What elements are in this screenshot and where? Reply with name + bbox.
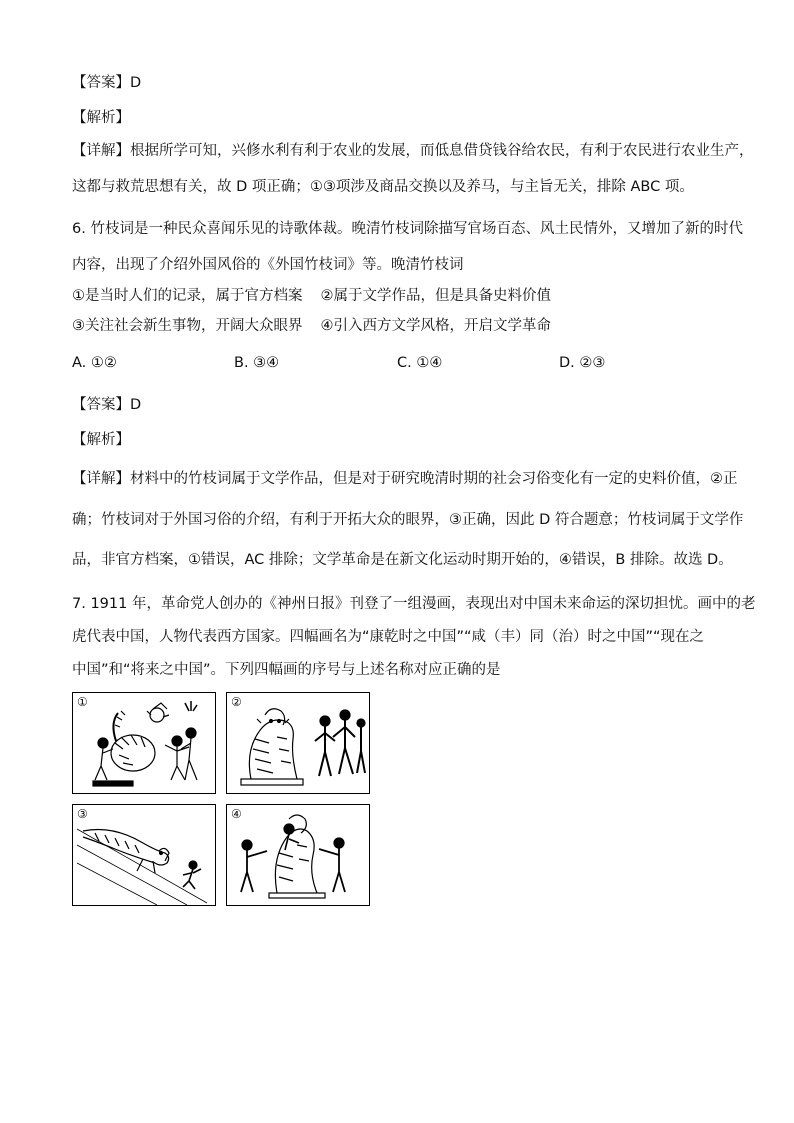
q6-analysis-heading: 【解析】: [72, 432, 130, 448]
q6-option-c: C. ①④: [397, 355, 443, 371]
q6-item-3-and-4: [72, 316, 551, 336]
q6-item-1-and-2: [72, 286, 551, 306]
q5-detail-line-1: 【详解】根据所学可知，兴修水利有利于农业的发展，而低息借贷钱谷给农民，有利于农民进行农业生产，: [72, 143, 754, 159]
q6-detail-line-3: 品，非官方档案，①错误，AC 排除；文学革命是在新文化运动时期开始的，④错误，B 排除。故选 D。: [72, 552, 733, 568]
tiger-wrestling-drawing: [73, 693, 215, 793]
q6-detail-line-1: 【详解】材料中的竹枝词属于文学作品，但是对于研究晚清时期的社会习俗变化有一定的史料价值，②正: [72, 471, 738, 487]
panel-3-label: ③: [77, 807, 88, 821]
seated-tiger-drawing: [227, 693, 369, 793]
q5-answer: 【答案】D: [72, 75, 142, 91]
charging-tiger-drawing: [73, 805, 215, 905]
q6-stem-line-2: 内容，出现了介绍外国风俗的《外国竹枝词》等。晚清竹枝词: [72, 257, 464, 273]
q6-item-2: ②属于文学作品，但是具备史料价值: [320, 288, 551, 304]
restrained-tiger-drawing: [227, 805, 369, 905]
q6-detail-line-2: 确；竹枝词对于外国习俗的介绍，有利于开拓大众的眼界，③正确，因此 D 符合题意；竹枝词属于文学作: [72, 512, 744, 528]
q6-options: [72, 353, 732, 373]
cartoon-panel-4: [226, 804, 370, 906]
q6-item-4: ④引入西方文学风格，开启文学革命: [320, 318, 551, 334]
q6-stem-line-1: 6. 竹枝词是一种民众喜闻乐见的诗歌体裁。晚清竹枝词除描写官场百态、风土民情外，又增加了新的时代: [72, 221, 743, 237]
cartoon-panel-3: [72, 804, 216, 906]
q6-option-b: B. ③④: [234, 355, 280, 371]
q5-analysis-heading: 【解析】: [72, 110, 130, 126]
q7-stem-line-2: 虎代表中国，人物代表西方国家。四幅画名为“康乾时之中国”“咸（丰）同（治）时之中国”“现在之: [72, 629, 705, 645]
cartoon-panel-2: [226, 692, 370, 794]
q6-item-3: ③关注社会新生事物，开阔大众眼界: [72, 318, 303, 334]
panel-4-label: ④: [231, 807, 242, 821]
q6-option-a: A. ①②: [72, 355, 117, 371]
q7-stem-line-1: 7. 1911 年，革命党人创办的《神州日报》刊登了一组漫画，表现出对中国未来命运的深切担忧。画中的老: [72, 596, 756, 612]
cartoon-panel-1: [72, 692, 216, 794]
panel-1-label: ①: [77, 695, 88, 709]
q7-stem-line-3: 中国”和“将来之中国”。下列四幅画的序号与上述名称对应正确的是: [72, 662, 501, 678]
q6-option-d: D. ②③: [559, 355, 606, 371]
q5-detail-line-2: 这都与救荒思想有关，故 D 项正确；①③项涉及商品交换以及养马，与主旨无关，排除 ABC 项。: [72, 179, 694, 195]
q6-item-1: ①是当时人们的记录，属于官方档案: [72, 288, 303, 304]
q6-answer: 【答案】D: [72, 397, 142, 413]
panel-2-label: ②: [231, 695, 242, 709]
